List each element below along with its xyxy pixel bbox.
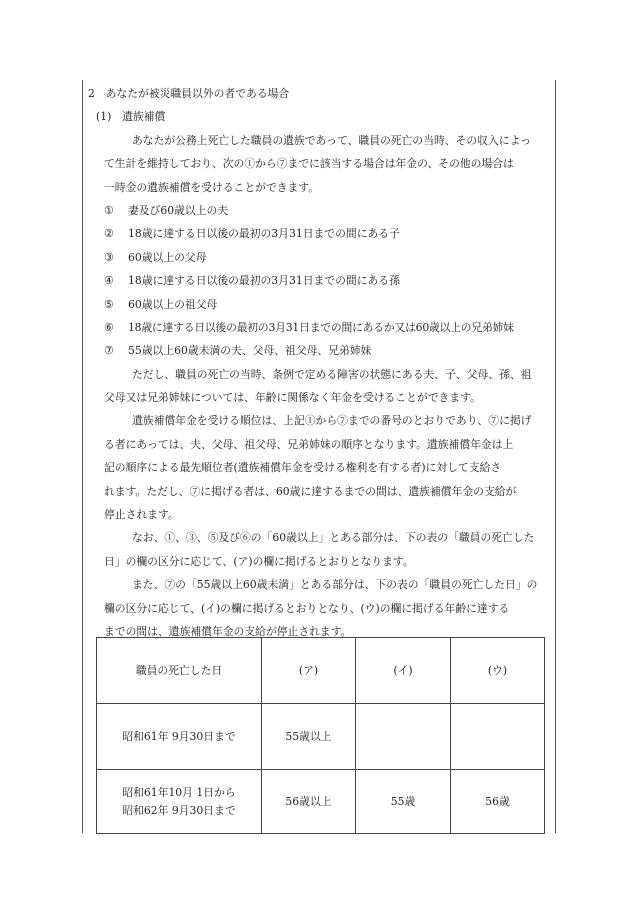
date-line: 昭和61年10月 1日から (122, 785, 236, 799)
list-number: ① (104, 203, 114, 217)
eligible-list (88, 199, 553, 363)
list-number: ② (104, 227, 114, 241)
list-text: 18歳に達する日以後の最初の3月31日までの間にある子 (128, 227, 400, 241)
table-cell-u (451, 704, 545, 770)
text-line: 一時金の遺族補償を受けることができます。 (104, 180, 320, 194)
list-number: ⑤ (104, 297, 114, 311)
subsection-heading: (1) 遺族補償 (96, 110, 166, 124)
paragraph-disability-exception (88, 363, 553, 410)
table-header-row (97, 638, 545, 704)
date-line: 昭和62年 9月30日まで (122, 803, 236, 817)
table-cell-i: 55歳 (356, 770, 451, 834)
paragraph-age-note-b (88, 573, 553, 643)
list-item (88, 339, 553, 362)
text-line: 停止されます。 (104, 508, 179, 522)
list-item (88, 316, 553, 339)
text-line: る者にあっては、夫、父母、祖父母、兄弟姉妹の順序となります。遺族補償年金は上 (104, 437, 514, 451)
list-number: ⑦ (104, 344, 114, 358)
list-text: 18歳に達する日以後の最初の3月31日までの間にあるか又は60歳以上の兄弟姉妹 (128, 320, 514, 334)
text-line: 日」の欄の区分に応じて、(ア)の欄に掲げるとおりとなります。 (104, 554, 414, 568)
list-item (88, 199, 553, 222)
table-header-cell: 職員の死亡した日 (97, 638, 262, 704)
text-line: までの間は、遺族補償年金の支給が停止されます。 (104, 624, 352, 638)
text-line: ただし、職員の死亡の当時、条例で定める障害の状態にある夫、子、父母、孫、祖 (132, 367, 532, 381)
table-row (97, 704, 545, 770)
list-number: ③ (104, 250, 114, 264)
list-text: 60歳以上の父母 (128, 250, 207, 264)
paragraph-age-note-a (88, 526, 553, 573)
table-header-cell: (ア) (262, 638, 356, 704)
age-table (96, 637, 545, 834)
list-text: 妻及び60歳以上の夫 (128, 203, 229, 217)
table-cell-i (356, 704, 451, 770)
table-row (97, 770, 545, 834)
text-line: れます。ただし、⑦に掲げる者は、60歳に達するまでの間は、遺族補償年金の支給が (104, 484, 517, 498)
table-header-cell: (ウ) (451, 638, 545, 704)
list-item (88, 269, 553, 292)
date-line: 昭和61年 9月30日まで (122, 729, 236, 743)
text-line: なお、①、③、⑤及び⑥の「60歳以上」とある部分は、下の表の「職員の死亡した (132, 531, 535, 545)
list-number: ④ (104, 274, 114, 288)
list-text: 55歳以上60歳未満の夫、父母、祖父母、兄弟姉妹 (128, 344, 372, 358)
table-cell-a: 55歳以上 (262, 704, 356, 770)
text-line: 欄の区分に応じて、(イ)の欄に掲げるとおりとなり、(ウ)の欄に掲げる年齢に達する (104, 601, 510, 615)
list-text: 60歳以上の祖父母 (128, 297, 218, 311)
text-line: 遺族補償年金を受ける順位は、上記①から⑦までの番号のとおりであり、⑦に掲げ (132, 414, 532, 428)
table-header-cell: (イ) (356, 638, 451, 704)
paragraph-priority-order (88, 409, 553, 526)
text-line: て生計を維持しており、次の①から⑦までに該当する場合は年金の、その他の場合は (104, 157, 514, 171)
document-body (88, 82, 553, 643)
text-line: あなたが公務上死亡した職員の遺族であって、職員の死亡の当時、その収入によっ (132, 133, 532, 147)
list-number: ⑥ (104, 320, 114, 334)
table-cell-date (97, 704, 262, 770)
text-line: 記の順序による最先順位者(遺族補償年金を受ける権利を有する者)に対して支給さ (104, 461, 502, 475)
left-border-line (82, 80, 83, 833)
paragraph-eligibility (88, 129, 553, 199)
list-item (88, 246, 553, 269)
table-cell-a: 56歳以上 (262, 770, 356, 834)
table-cell-u: 56歳 (451, 770, 545, 834)
text-line: また、⑦の「55歳以上60歳未満」とある部分は、下の表の「職員の死亡した日」の (132, 578, 538, 592)
list-item (88, 293, 553, 316)
list-text: 18歳に達する日以後の最初の3月31日までの間にある孫 (128, 274, 400, 288)
text-line: 父母又は兄弟姉妹については、年齢に関係なく年金を受けることができます。 (104, 391, 481, 405)
section-heading: 2 あなたが被災職員以外の者である場合 (88, 87, 290, 100)
table-cell-date (97, 770, 262, 834)
list-item (88, 222, 553, 245)
right-border-line (555, 80, 556, 833)
